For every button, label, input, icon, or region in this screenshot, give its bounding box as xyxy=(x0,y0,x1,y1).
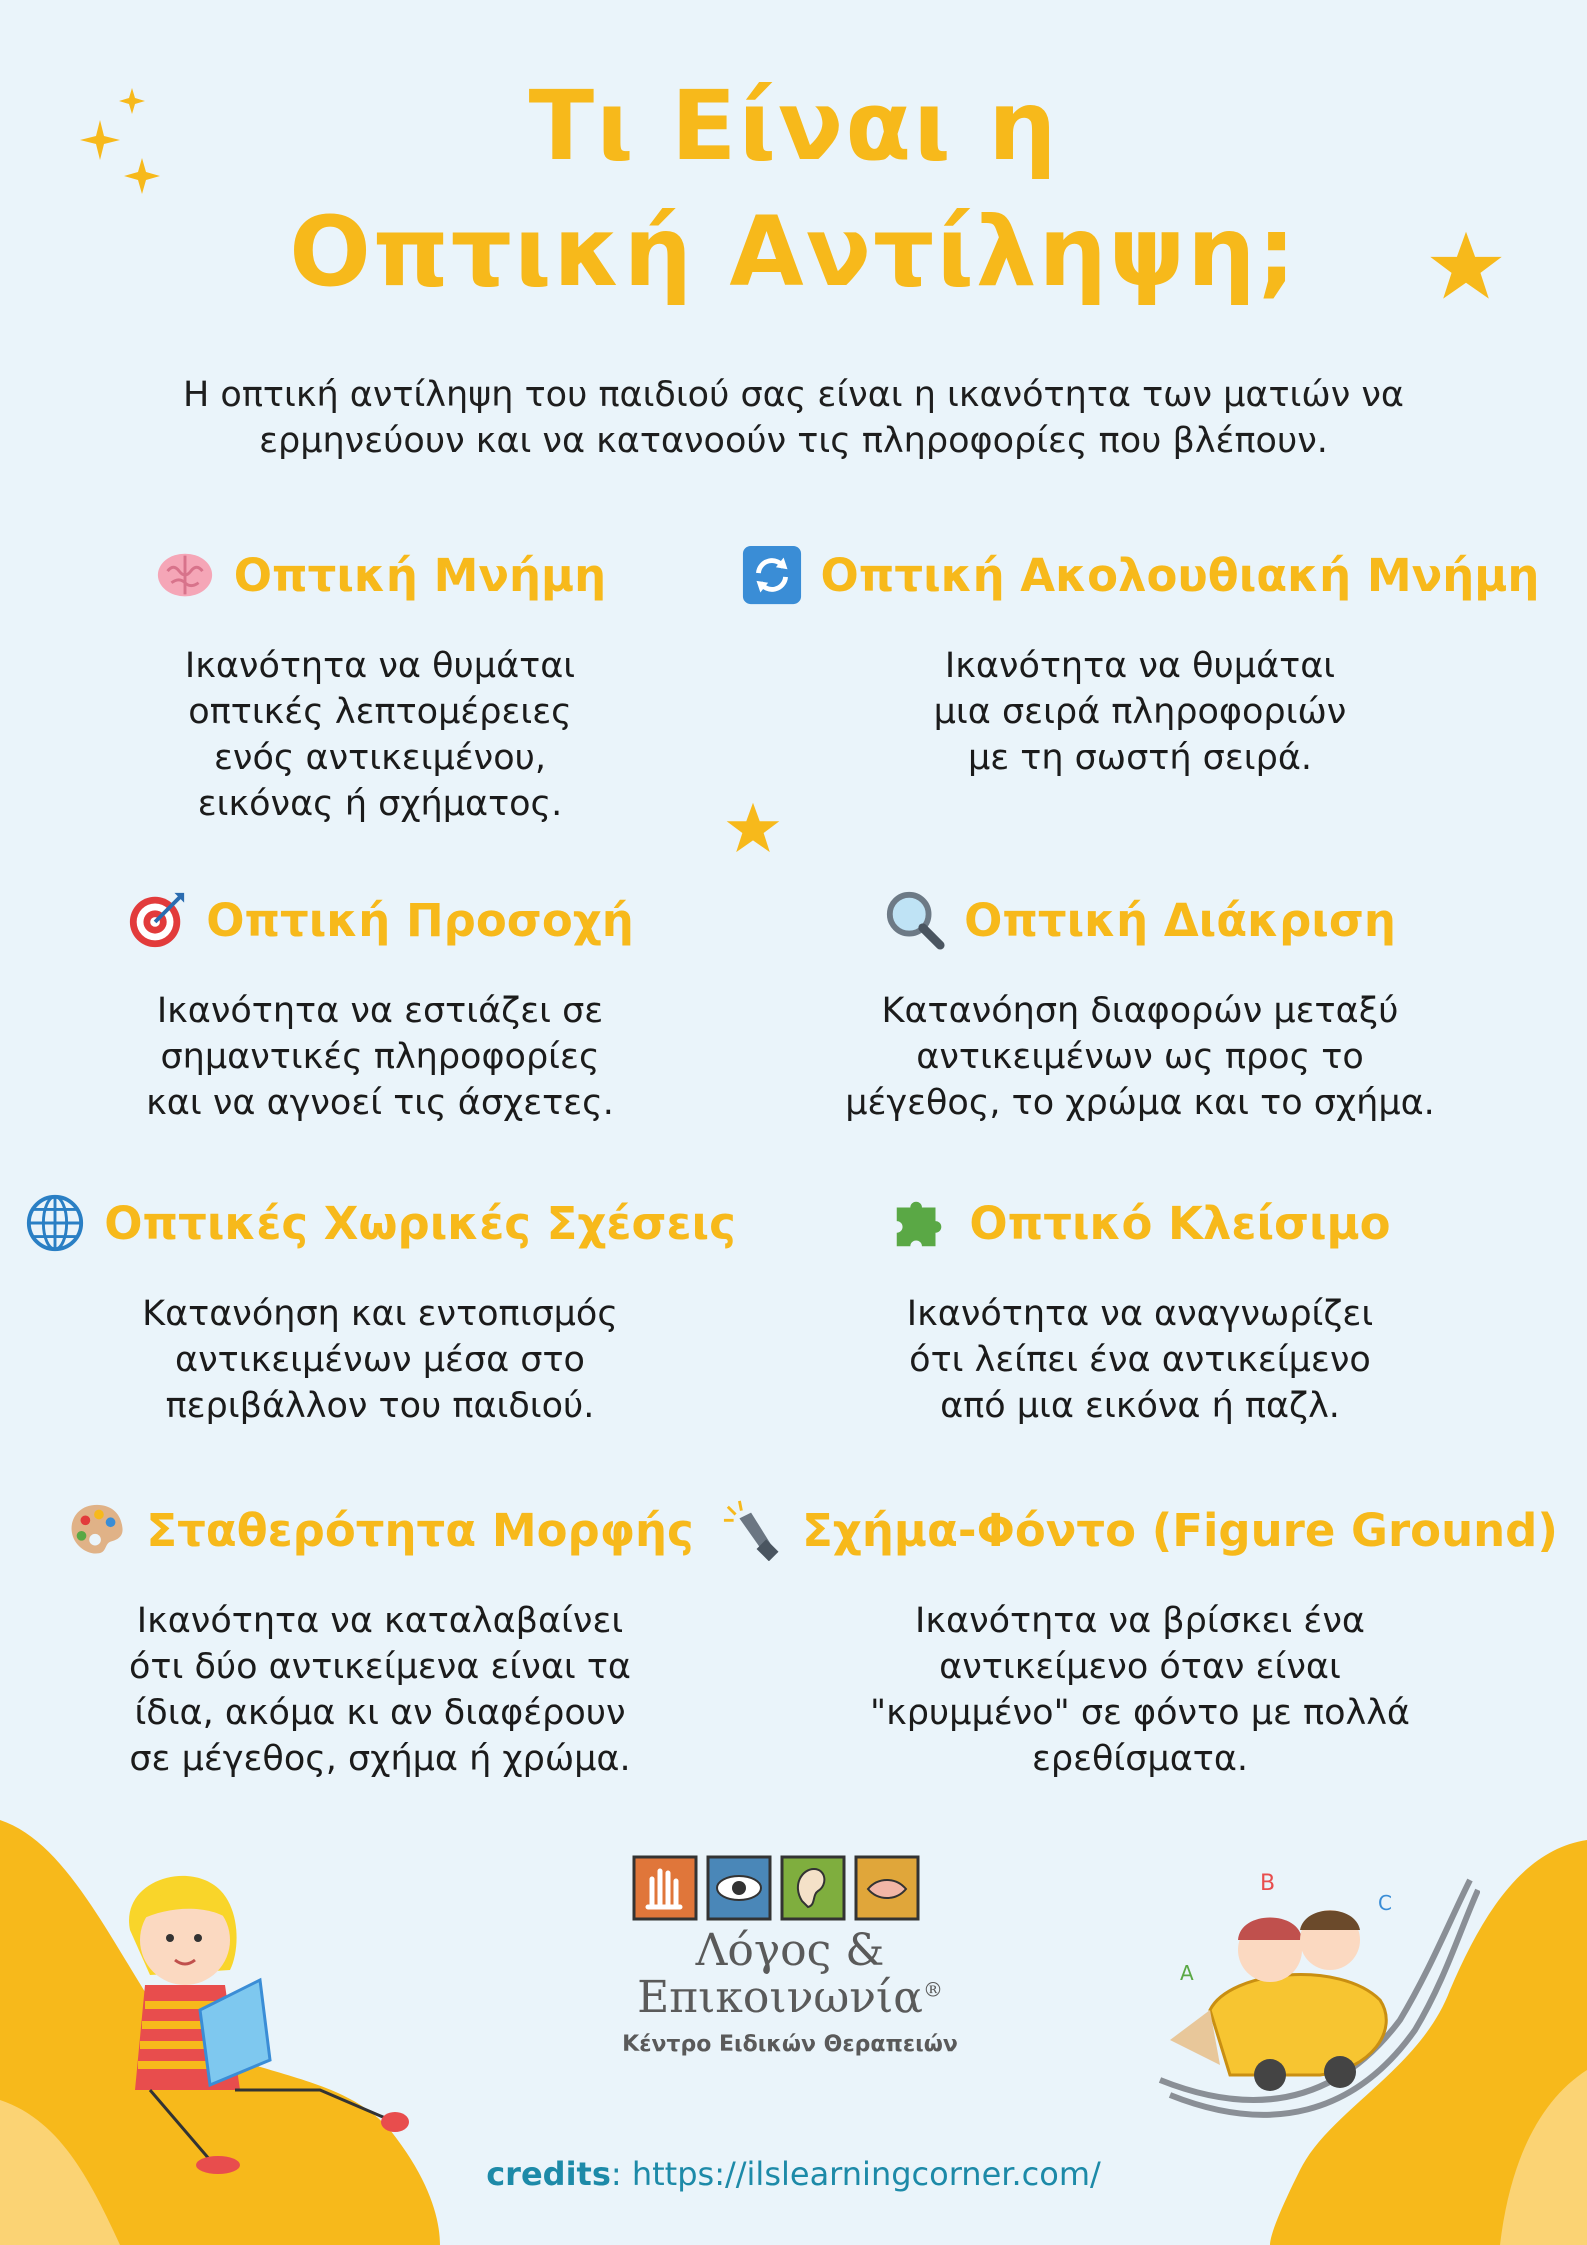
page-title-line1: Τι Είναι η xyxy=(528,70,1059,182)
logo-name-line2 xyxy=(560,1972,1020,2023)
palette-icon xyxy=(66,1499,128,1561)
logo-tagline: Κέντρο Ειδικών Θεραπειών xyxy=(622,2032,958,2057)
kids-roller-coaster-illustration xyxy=(1140,1860,1480,2140)
section-description: Κατανόηση και εντοπισμός αντικειμένων μέσα στο περιβάλλον του παιδιού. xyxy=(142,1294,618,1426)
section-title: Οπτική Προσοχή xyxy=(206,893,634,947)
puzzle-icon xyxy=(889,1192,951,1254)
section-title: Οπτικό Κλείσιμο xyxy=(969,1196,1391,1250)
logo-senses-icons xyxy=(632,1855,922,1921)
brain-icon xyxy=(154,544,216,606)
section-figure-ground xyxy=(790,1490,1558,1782)
section-description: Ικανότητα να θυμάται οπτικές λεπτομέρειες ενός αντικειμένου, εικόνας ή σχήματος. xyxy=(184,646,576,824)
section-description: Ικανότητα να εστιάζει σε σημαντικές πληροφορίες και να αγνοεί τις άσχετες. xyxy=(146,991,614,1123)
svg-text:B: B xyxy=(1260,1871,1276,1896)
section-visual-attention xyxy=(30,880,730,1126)
credits-label: credits xyxy=(486,2155,611,2193)
magnifier-icon xyxy=(884,889,946,951)
registered-mark: ® xyxy=(922,1977,943,2002)
globe-icon xyxy=(24,1192,86,1254)
section-title: Οπτική Διάκριση xyxy=(964,893,1396,947)
logo-name-line1: Λόγος & xyxy=(695,1925,885,1976)
section-title: Σταθερότητα Μορφής xyxy=(146,1503,694,1557)
credits-link[interactable]: https://ilslearningcorner.com/ xyxy=(631,2155,1101,2193)
target-icon xyxy=(126,889,188,951)
section-title: Οπτικές Χωρικές Σχέσεις xyxy=(104,1196,736,1250)
section-title: Σχήμα-Φόντο (Figure Ground) xyxy=(802,1503,1558,1557)
svg-text:A: A xyxy=(1180,1961,1194,1985)
logo-name-text: Επικοινωνία xyxy=(637,1972,923,2023)
section-title: Οπτική Ακολουθιακή Μνήμη xyxy=(820,548,1540,602)
section-title: Οπτική Μνήμη xyxy=(233,548,607,602)
section-form-constancy xyxy=(30,1490,730,1782)
girl-reading-illustration xyxy=(90,1860,450,2180)
section-visual-spatial-relations xyxy=(30,1183,736,1429)
section-visual-sequential-memory xyxy=(790,535,1540,781)
star-icon-center xyxy=(725,800,781,856)
svg-text:C: C xyxy=(1378,1891,1392,1915)
repeat-icon xyxy=(741,544,803,606)
section-description: Κατανόηση διαφορών μεταξύ αντικειμένων ως προς το μέγεθος, το χρώμα και το σχήμα. xyxy=(845,991,1435,1123)
credits-line: credits: https://ilslearningcorner.com/ xyxy=(486,2155,1101,2193)
section-description: Ικανότητα να βρίσκει ένα αντικείμενο όταν είναι "κρυμμένο" σε φόντο με πολλά ερεθίσματα. xyxy=(869,1601,1411,1779)
section-visual-discrimination xyxy=(790,880,1490,1126)
section-visual-closure xyxy=(790,1183,1490,1429)
intro-text: Η οπτική αντίληψη του παιδιού σας είναι η ικανότητα των ματιών να ερμηνεύουν και να κατανοούν τις πληροφορίες που βλέπουν. xyxy=(182,375,1405,461)
section-description: Ικανότητα να θυμάται μια σειρά πληροφοριών με τη σωστή σειρά. xyxy=(933,646,1347,778)
page-title-line2: Οπτική Αντίληψη; xyxy=(289,196,1298,308)
flashlight-icon xyxy=(722,1499,784,1561)
section-visual-memory xyxy=(30,535,730,827)
section-description: Ικανότητα να αναγνωρίζει ότι λείπει ένα αντικείμενο από μια εικόνα ή παζλ. xyxy=(906,1294,1374,1426)
section-description: Ικανότητα να καταλαβαίνει ότι δύο αντικείμενα είναι τα ίδια, ακόμα κι αν διαφέρουν σε μέγεθος, σχήμα ή χρώμα. xyxy=(128,1601,631,1779)
